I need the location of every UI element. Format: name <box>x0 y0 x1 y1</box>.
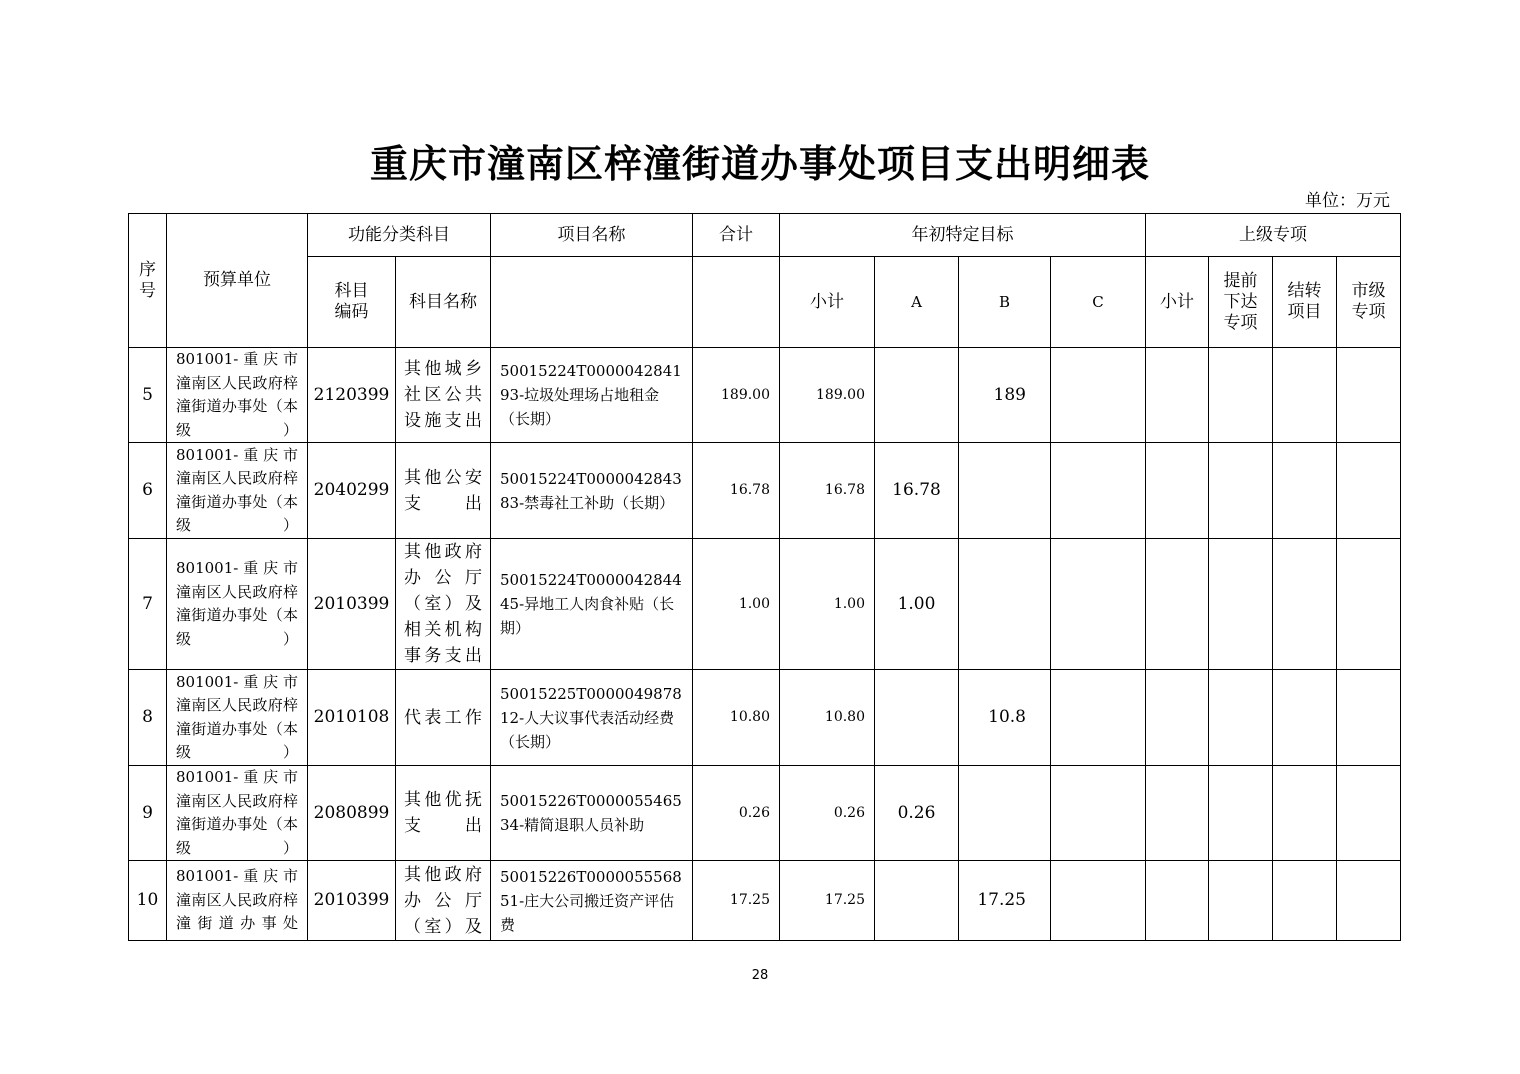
row-code: 2080899 <box>308 766 396 861</box>
row-seq: 7 <box>129 539 167 670</box>
row-subtotal: 17.25 <box>780 861 875 941</box>
row-subject: 其他城乡社区公共设施支出 <box>396 348 491 443</box>
header-subtotal: 小计 <box>780 257 875 348</box>
header-target: 年初特定目标 <box>780 214 1146 257</box>
header-subject-name: 科目名称 <box>396 257 491 348</box>
row-c <box>1051 670 1146 766</box>
header-a: A <box>875 257 959 348</box>
row-city <box>1337 670 1401 766</box>
row-a <box>875 348 959 443</box>
header-project-name-blank <box>491 257 693 348</box>
row-carryover <box>1273 539 1337 670</box>
row-project: 50015224T000004284383-禁毒社工补助（长期） <box>491 443 693 539</box>
row-b <box>959 539 1051 670</box>
row-unit: 801001-重庆市潼南区人民政府梓潼街道办事处 <box>167 861 308 941</box>
row-city <box>1337 443 1401 539</box>
header-superior: 上级专项 <box>1146 214 1401 257</box>
row-city <box>1337 539 1401 670</box>
row-code: 2040299 <box>308 443 396 539</box>
row-sup-subtotal <box>1146 861 1209 941</box>
row-subtotal: 16.78 <box>780 443 875 539</box>
row-carryover <box>1273 861 1337 941</box>
row-b: 10.8 <box>959 670 1051 766</box>
row-total: 17.25 <box>693 861 780 941</box>
header-seq: 序号 <box>129 214 167 348</box>
row-carryover <box>1273 443 1337 539</box>
row-c <box>1051 861 1146 941</box>
row-b: 17.25 <box>959 861 1051 941</box>
row-sup-subtotal <box>1146 539 1209 670</box>
header-total: 合计 <box>693 214 780 257</box>
table-row <box>129 443 1401 539</box>
table-row <box>129 539 1401 670</box>
row-subject: 其他优抚支出 <box>396 766 491 861</box>
header-advance: 提前下达专项 <box>1209 257 1273 348</box>
row-c <box>1051 539 1146 670</box>
row-project: 50015224T000004284445-异地工人肉食补贴（长期） <box>491 539 693 670</box>
header-budget-unit: 预算单位 <box>167 214 308 348</box>
row-a: 0.26 <box>875 766 959 861</box>
row-unit: 801001-重庆市潼南区人民政府梓潼街道办事处（本级） <box>167 670 308 766</box>
row-project: 50015226T000005556851-庄大公司搬迁资产评估费 <box>491 861 693 941</box>
row-c <box>1051 348 1146 443</box>
header-project-name: 项目名称 <box>491 214 693 257</box>
header-subject-code: 科目编码 <box>308 257 396 348</box>
row-seq: 6 <box>129 443 167 539</box>
row-seq: 10 <box>129 861 167 941</box>
row-advance <box>1209 443 1273 539</box>
header-c: C <box>1051 257 1146 348</box>
row-a: 1.00 <box>875 539 959 670</box>
table-row <box>129 766 1401 861</box>
row-b <box>959 443 1051 539</box>
row-subject: 代表工作 <box>396 670 491 766</box>
row-advance <box>1209 670 1273 766</box>
table-row <box>129 861 1401 941</box>
row-subtotal: 189.00 <box>780 348 875 443</box>
row-advance <box>1209 861 1273 941</box>
table-row <box>129 348 1401 443</box>
row-project: 50015224T000004284193-垃圾处理场占地租金（长期） <box>491 348 693 443</box>
row-code: 2010399 <box>308 861 396 941</box>
row-city <box>1337 766 1401 861</box>
row-city <box>1337 348 1401 443</box>
row-subject: 其他公安支出 <box>396 443 491 539</box>
header-sup-subtotal: 小计 <box>1146 257 1209 348</box>
row-project: 50015226T000005546534-精简退职人员补助 <box>491 766 693 861</box>
row-unit: 801001-重庆市潼南区人民政府梓潼街道办事处（本级） <box>167 443 308 539</box>
row-sup-subtotal <box>1146 670 1209 766</box>
row-advance <box>1209 766 1273 861</box>
row-unit: 801001-重庆市潼南区人民政府梓潼街道办事处（本级） <box>167 766 308 861</box>
row-city <box>1337 861 1401 941</box>
header-b: B <box>959 257 1051 348</box>
row-sup-subtotal <box>1146 443 1209 539</box>
row-advance <box>1209 348 1273 443</box>
row-carryover <box>1273 670 1337 766</box>
header-func-class: 功能分类科目 <box>308 214 491 257</box>
row-unit: 801001-重庆市潼南区人民政府梓潼街道办事处（本级） <box>167 348 308 443</box>
row-total: 10.80 <box>693 670 780 766</box>
expenditure-table <box>128 213 1401 941</box>
row-seq: 9 <box>129 766 167 861</box>
row-code: 2120399 <box>308 348 396 443</box>
row-subtotal: 1.00 <box>780 539 875 670</box>
row-sup-subtotal <box>1146 348 1209 443</box>
row-carryover <box>1273 766 1337 861</box>
page-title: 重庆市潼南区梓潼街道办事处项目支出明细表 <box>369 141 1150 186</box>
header-total-blank <box>693 257 780 348</box>
row-subtotal: 0.26 <box>780 766 875 861</box>
row-subject: 其他政府办公厅（室）及相关机构事务支出 <box>396 539 491 670</box>
row-a <box>875 861 959 941</box>
row-code: 2010108 <box>308 670 396 766</box>
row-c <box>1051 766 1146 861</box>
row-c <box>1051 443 1146 539</box>
row-subtotal: 10.80 <box>780 670 875 766</box>
unit-label: 单位：万元 <box>1305 191 1390 211</box>
row-seq: 5 <box>129 348 167 443</box>
row-unit: 801001-重庆市潼南区人民政府梓潼街道办事处（本级） <box>167 539 308 670</box>
row-seq: 8 <box>129 670 167 766</box>
row-b: 189 <box>959 348 1051 443</box>
row-a: 16.78 <box>875 443 959 539</box>
row-carryover <box>1273 348 1337 443</box>
row-project: 50015225T000004987812-人大议事代表活动经费（长期） <box>491 670 693 766</box>
row-sup-subtotal <box>1146 766 1209 861</box>
row-subject: 其他政府办公厅（室）及 <box>396 861 491 941</box>
row-code: 2010399 <box>308 539 396 670</box>
row-total: 1.00 <box>693 539 780 670</box>
header-city: 市级专项 <box>1337 257 1401 348</box>
row-advance <box>1209 539 1273 670</box>
row-total: 189.00 <box>693 348 780 443</box>
row-total: 16.78 <box>693 443 780 539</box>
header-carryover: 结转项目 <box>1273 257 1337 348</box>
row-a <box>875 670 959 766</box>
row-total: 0.26 <box>693 766 780 861</box>
page-number: 28 <box>751 968 769 983</box>
row-b <box>959 766 1051 861</box>
table-row <box>129 670 1401 766</box>
